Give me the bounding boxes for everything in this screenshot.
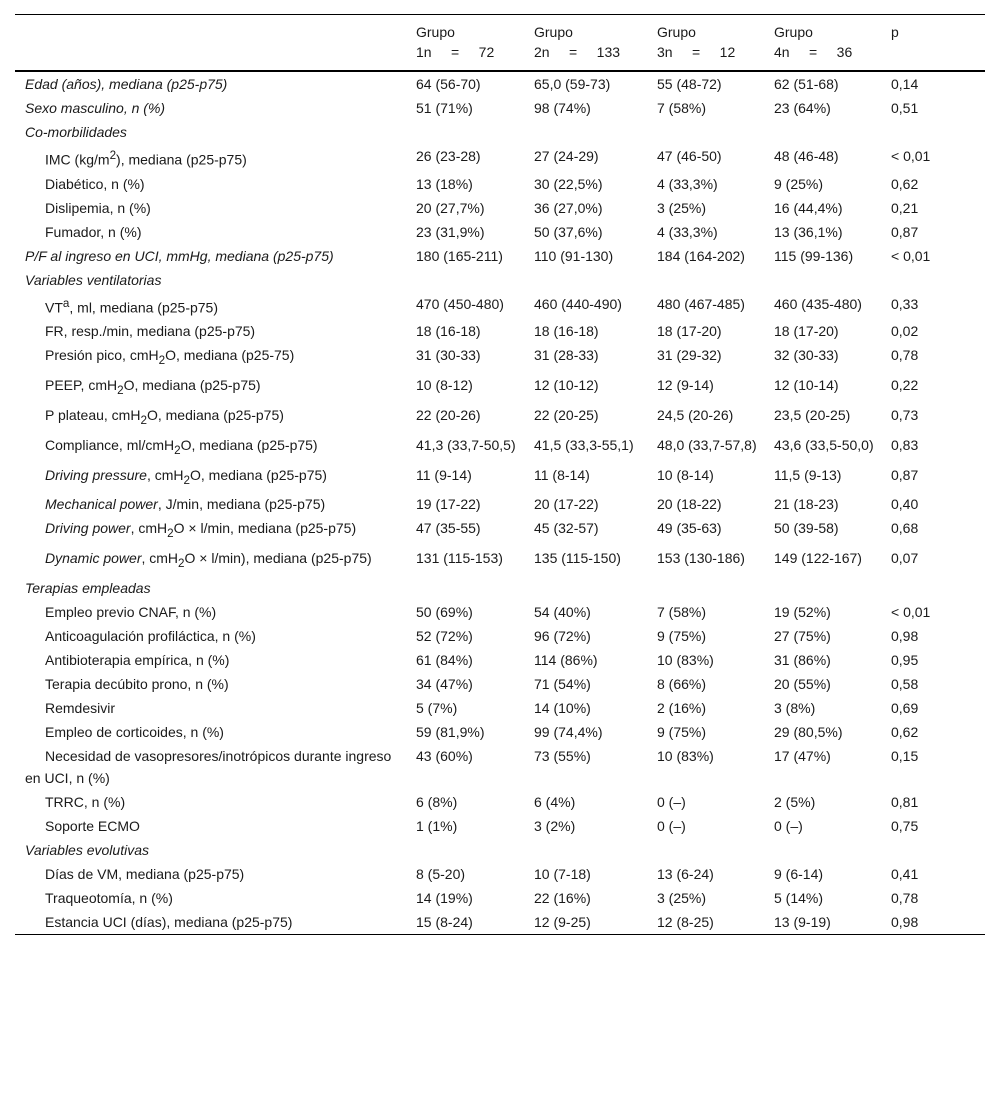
- group-2-cell: 99 (74,4%): [534, 723, 603, 740]
- p-value-cell: 0,98: [891, 913, 919, 930]
- group-3-cell: 0 (–): [657, 793, 686, 810]
- row-label: Fumador, n (%): [45, 223, 142, 240]
- group-4-cell: 13 (9-19): [774, 913, 831, 930]
- group-2-cell: 54 (40%): [534, 603, 591, 620]
- table-row: [15, 516, 985, 546]
- group-1-cell: 180 (165-211): [416, 247, 503, 264]
- group-3-cell: 48,0 (33,7-57,8): [657, 436, 757, 453]
- group-4-cell: 3 (8%): [774, 699, 816, 716]
- group-2-cell: 14 (10%): [534, 699, 591, 716]
- group-4-cell: 9 (6-14): [774, 865, 824, 882]
- p-value-cell: 0,15: [891, 747, 919, 764]
- p-value-cell: 0,73: [891, 406, 919, 423]
- table-row: [15, 343, 985, 373]
- group-3-cell: 13 (6-24): [657, 865, 714, 882]
- p-value-cell: 0,75: [891, 817, 919, 834]
- group-3-cell: 7 (58%): [657, 603, 707, 620]
- group-2-cell: 114 (86%): [534, 651, 598, 668]
- group-2-cell: 6 (4%): [534, 793, 576, 810]
- group-1-cell: 10 (8-12): [416, 377, 473, 394]
- group-4-cell: 149 (122-167): [774, 550, 862, 567]
- group-3-cell: 10 (8-14): [657, 466, 714, 483]
- p-value-cell: 0,69: [891, 699, 919, 716]
- group-4-cell: 43,6 (33,5-50,0): [774, 436, 874, 453]
- table-row: [15, 814, 985, 838]
- row-label: Necesidad de vasopresores/inotrópicos durante ingreso en UCI, n (%): [25, 747, 392, 786]
- group-4-cell: 32 (30-33): [774, 347, 839, 364]
- p-value-cell: 0,98: [891, 627, 919, 644]
- table-row: [15, 319, 985, 343]
- group-2-cell: 22 (16%): [534, 889, 591, 906]
- group-1-cell: 52 (72%): [416, 627, 473, 644]
- group-1-cell: 19 (17-22): [416, 496, 481, 513]
- group-2-cell: 135 (115-150): [534, 550, 621, 567]
- group-2-cell: 71 (54%): [534, 675, 591, 692]
- group-2-cell: 20 (17-22): [534, 496, 599, 513]
- p-value-cell: 0,62: [891, 175, 919, 192]
- section-heading: Variables evolutivas: [25, 841, 149, 858]
- row-label: Edad (años), mediana (p25-p75): [25, 76, 228, 92]
- group-1-cell: 5 (7%): [416, 699, 458, 716]
- row-label: Soporte ECMO: [45, 817, 140, 834]
- row-label: Antibioterapia empírica, n (%): [45, 651, 230, 668]
- table-row: [15, 292, 985, 320]
- table-row: [15, 910, 985, 935]
- p-value-cell: 0,51: [891, 100, 919, 116]
- group-1-cell: 6 (8%): [416, 793, 458, 810]
- group-3-cell: 31 (29-32): [657, 347, 722, 364]
- table-row: [15, 886, 985, 910]
- group-1-cell: 8 (5-20): [416, 865, 466, 882]
- table-row: [15, 268, 985, 292]
- p-value-cell: 0,68: [891, 520, 919, 537]
- table-row: [15, 600, 985, 624]
- group-1-cell: 20 (27,7%): [416, 199, 485, 216]
- group-4-cell: 9 (25%): [774, 175, 824, 192]
- group-3-cell: 49 (35-63): [657, 520, 722, 537]
- group-1-cell: 41,3 (33,7-50,5): [416, 436, 516, 453]
- table-row: [15, 576, 985, 600]
- group-2-cell: 18 (16-18): [534, 323, 599, 340]
- row-label: $VT^a$, ml, mediana (p25-p75): [45, 296, 219, 316]
- row-label: Días de VM, mediana (p25-p75): [45, 865, 245, 882]
- header-group-1: Grupo 1n = 72: [416, 24, 495, 60]
- group-4-cell: 23,5 (20-25): [774, 406, 851, 423]
- group-3-cell: 480 (467-485): [657, 295, 745, 312]
- row-label: Sexo masculino, n (%): [25, 100, 166, 116]
- group-1-cell: 34 (47%): [416, 675, 473, 692]
- group-2-cell: 27 (24-29): [534, 148, 599, 164]
- group-4-cell: 5 (14%): [774, 889, 824, 906]
- group-2-cell: 110 (91-130): [534, 247, 614, 264]
- p-value-cell: 0,33: [891, 295, 919, 312]
- table-body: [15, 71, 985, 934]
- group-3-cell: 184 (164-202): [657, 247, 745, 264]
- table-row: [15, 71, 985, 96]
- header-p-value: p: [891, 24, 899, 40]
- p-value-cell: 0,22: [891, 377, 919, 394]
- group-2-cell: 45 (32-57): [534, 520, 599, 537]
- row-label: Diabético, n (%): [45, 175, 145, 192]
- row-label: Empleo de corticoides, n (%): [45, 723, 224, 740]
- group-2-cell: 12 (9-25): [534, 913, 591, 930]
- group-3-cell: 9 (75%): [657, 723, 707, 740]
- group-1-cell: 47 (35-55): [416, 520, 481, 537]
- group-1-cell: 470 (450-480): [416, 295, 504, 312]
- group-1-cell: 15 (8-24): [416, 913, 473, 930]
- p-value-cell: 0,41: [891, 865, 919, 882]
- row-label: Mechanical power, J/min, mediana (p25-p75): [45, 496, 326, 513]
- group-3-cell: 7 (58%): [657, 100, 707, 116]
- table-row: [15, 373, 985, 403]
- group-2-cell: 22 (20-25): [534, 406, 599, 423]
- table-row: [15, 624, 985, 648]
- group-4-cell: 460 (435-480): [774, 295, 862, 312]
- group-3-cell: 8 (66%): [657, 675, 707, 692]
- group-2-cell: 73 (55%): [534, 747, 591, 764]
- group-1-cell: 61 (84%): [416, 651, 473, 668]
- group-2-cell: 3 (2%): [534, 817, 576, 834]
- table-row: [15, 744, 985, 790]
- table-row: [15, 220, 985, 244]
- table-row: [15, 648, 985, 672]
- group-3-cell: 4 (33,3%): [657, 175, 718, 192]
- group-3-cell: 12 (9-14): [657, 377, 714, 394]
- p-value-cell: 0,07: [891, 550, 919, 567]
- group-3-cell: 153 (130-186): [657, 550, 745, 567]
- table-row: [15, 244, 985, 268]
- group-1-cell: 51 (71%): [416, 100, 473, 116]
- group-4-cell: 29 (80,5%): [774, 723, 843, 740]
- group-4-cell: 12 (10-14): [774, 377, 839, 394]
- table-row: [15, 790, 985, 814]
- table-row: [15, 720, 985, 744]
- table-row: [15, 433, 985, 463]
- section-heading: Co-morbilidades: [25, 124, 127, 140]
- group-3-cell: 18 (17-20): [657, 323, 722, 340]
- table-row: [15, 96, 985, 120]
- group-2-cell: 50 (37,6%): [534, 223, 603, 240]
- table-row: [15, 492, 985, 516]
- row-label: Remdesivir: [45, 699, 116, 716]
- group-4-cell: 62 (51-68): [774, 76, 839, 92]
- group-1-cell: 26 (23-28): [416, 148, 481, 164]
- group-1-cell: 18 (16-18): [416, 323, 481, 340]
- group-3-cell: 9 (75%): [657, 627, 707, 644]
- row-label: Dislipemia, n (%): [45, 199, 151, 216]
- group-3-cell: 3 (25%): [657, 889, 707, 906]
- group-4-cell: 11,5 (9-13): [774, 466, 842, 483]
- row-label: PEEP, cmH$_2$O, mediana (p25-p75): [45, 377, 261, 397]
- group-1-cell: 59 (81,9%): [416, 723, 485, 740]
- group-2-cell: 96 (72%): [534, 627, 591, 644]
- group-2-cell: 65,0 (59-73): [534, 76, 611, 92]
- group-4-cell: 27 (75%): [774, 627, 831, 644]
- p-value-cell: 0,62: [891, 723, 919, 740]
- header-group-2: Grupo 2n = 133: [534, 24, 621, 60]
- p-value-cell: 0,14: [891, 76, 919, 92]
- row-label: Terapia decúbito prono, n (%): [45, 675, 229, 692]
- p-value-cell: 0,95: [891, 651, 919, 668]
- header-group-3: Grupo 3n = 12: [657, 24, 736, 60]
- row-label: Empleo previo CNAF, n (%): [45, 603, 217, 620]
- group-3-cell: 0 (–): [657, 817, 686, 834]
- p-value-cell: 0,87: [891, 223, 919, 240]
- row-label: Anticoagulación profiláctica, n (%): [45, 627, 256, 644]
- group-2-cell: 10 (7-18): [534, 865, 591, 882]
- p-value-cell: 0,40: [891, 496, 919, 513]
- table-row: [15, 120, 985, 144]
- p-value-cell: 0,87: [891, 466, 919, 483]
- header-row: [15, 15, 985, 72]
- group-4-cell: 31 (86%): [774, 651, 831, 668]
- group-4-cell: 20 (55%): [774, 675, 831, 692]
- p-value-cell: 0,21: [891, 199, 919, 216]
- table-row: [15, 144, 985, 172]
- group-4-cell: 50 (39-58): [774, 520, 839, 537]
- p-value-cell: 0,78: [891, 347, 919, 364]
- row-label: Driving power, cmH$_2$O × l/min, mediana (p25-p75): [45, 520, 357, 541]
- group-3-cell: 2 (16%): [657, 699, 707, 716]
- group-2-cell: 30 (22,5%): [534, 175, 603, 192]
- group-1-cell: 11 (9-14): [416, 466, 472, 483]
- table-row: [15, 696, 985, 720]
- table-row: [15, 172, 985, 196]
- row-label: TRRC, n (%): [45, 793, 126, 810]
- group-4-cell: 16 (44,4%): [774, 199, 843, 216]
- group-4-cell: 13 (36,1%): [774, 223, 843, 240]
- group-3-cell: 10 (83%): [657, 651, 714, 668]
- group-2-cell: 41,5 (33,3-55,1): [534, 436, 634, 453]
- table-row: [15, 546, 985, 576]
- group-4-cell: 19 (52%): [774, 603, 831, 620]
- group-4-cell: 21 (18-23): [774, 496, 839, 513]
- group-1-cell: 131 (115-153): [416, 550, 503, 567]
- row-label: Estancia UCI (días), mediana (p25-p75): [45, 913, 293, 930]
- section-heading: Terapias empleadas: [25, 579, 151, 596]
- row-label: Compliance, ml/cmH$_2$O, mediana (p25-p75): [45, 436, 318, 457]
- section-heading: Variables ventilatorias: [25, 271, 162, 288]
- group-2-cell: 36 (27,0%): [534, 199, 603, 216]
- row-label: P/F al ingreso en UCI, mmHg, mediana (p25-p75): [25, 247, 334, 264]
- group-1-cell: 1 (1%): [416, 817, 458, 834]
- group-1-cell: 50 (69%): [416, 603, 473, 620]
- group-1-cell: 31 (30-33): [416, 347, 481, 364]
- group-3-cell: 12 (8-25): [657, 913, 714, 930]
- table-row: [15, 196, 985, 220]
- group-3-cell: 20 (18-22): [657, 496, 722, 513]
- row-label: P plateau, cmH$_2$O, mediana (p25-p75): [45, 406, 284, 427]
- group-2-cell: 98 (74%): [534, 100, 591, 116]
- group-1-cell: 64 (56-70): [416, 76, 481, 92]
- group-4-cell: 17 (47%): [774, 747, 831, 764]
- row-label: Presión pico, cmH$_2$O, mediana (p25-75): [45, 347, 295, 368]
- p-value-cell: 0,78: [891, 889, 919, 906]
- p-value-cell: < 0,01: [891, 603, 931, 620]
- row-label: Traqueotomía, n (%): [45, 889, 173, 906]
- table-container: [15, 14, 985, 935]
- table-row: [15, 862, 985, 886]
- group-2-cell: 31 (28-33): [534, 347, 599, 364]
- group-1-cell: 23 (31,9%): [416, 223, 485, 240]
- group-2-cell: 11 (8-14): [534, 466, 590, 483]
- group-3-cell: 24,5 (20-26): [657, 406, 734, 423]
- group-1-cell: 43 (60%): [416, 747, 473, 764]
- row-label: Driving pressure, cmH$_2$O, mediana (p25-p75): [45, 466, 327, 487]
- p-value-cell: 0,83: [891, 436, 919, 453]
- results-table: [15, 14, 985, 935]
- p-value-cell: < 0,01: [891, 247, 931, 264]
- row-label: Dynamic power, cmH$_2$O × l/min), mediana (p25-p75): [45, 550, 372, 570]
- group-4-cell: 18 (17-20): [774, 323, 839, 340]
- group-2-cell: 12 (10-12): [534, 377, 599, 394]
- group-1-cell: 14 (19%): [416, 889, 473, 906]
- header-empty-cell: [15, 15, 406, 72]
- p-value-cell: 0,81: [891, 793, 919, 810]
- p-value-cell: 0,58: [891, 675, 919, 692]
- group-4-cell: 0 (–): [774, 817, 803, 834]
- row-label: IMC $(kg/m^2)$, mediana (p25-p75): [45, 149, 247, 168]
- group-4-cell: 115 (99-136): [774, 247, 854, 264]
- row-label: FR, resp./min, mediana (p25-p75): [45, 323, 256, 340]
- table-row: [15, 838, 985, 862]
- group-3-cell: 4 (33,3%): [657, 223, 718, 240]
- p-value-cell: 0,02: [891, 323, 919, 340]
- table-row: [15, 403, 985, 433]
- group-3-cell: 3 (25%): [657, 199, 707, 216]
- table-row: [15, 672, 985, 696]
- group-4-cell: 23 (64%): [774, 100, 831, 116]
- group-1-cell: 22 (20-26): [416, 406, 481, 423]
- group-3-cell: 47 (46-50): [657, 148, 722, 164]
- group-3-cell: 55 (48-72): [657, 76, 722, 92]
- p-value-cell: < 0,01: [891, 148, 931, 164]
- group-3-cell: 10 (83%): [657, 747, 714, 764]
- table-row: [15, 463, 985, 493]
- group-2-cell: 460 (440-490): [534, 295, 622, 312]
- group-4-cell: 2 (5%): [774, 793, 816, 810]
- group-4-cell: 48 (46-48): [774, 148, 839, 164]
- group-1-cell: 13 (18%): [416, 175, 473, 192]
- header-group-4: Grupo 4n = 36: [774, 24, 853, 60]
